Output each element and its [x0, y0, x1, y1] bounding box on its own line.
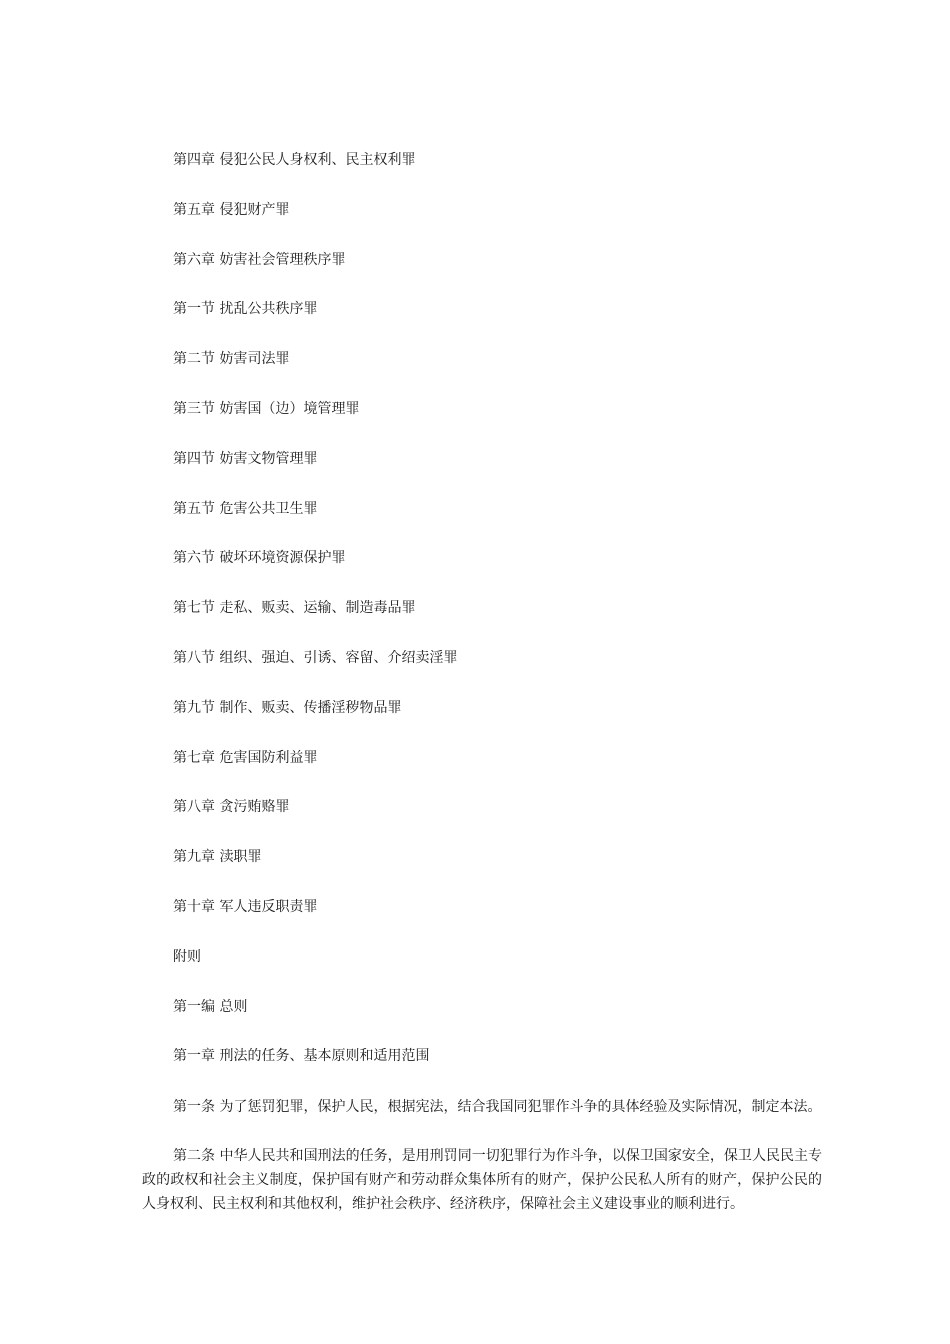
- toc-line: 第八节 组织、强迫、引诱、容留、介绍卖淫罪: [173, 649, 458, 666]
- toc-line: 第六节 破坏环境资源保护罪: [173, 550, 346, 567]
- table-of-contents: [173, 149, 457, 1095]
- toc-line: 第一章 刑法的任务、基本原则和适用范围: [173, 1048, 430, 1065]
- toc-line: 第一编 总则: [173, 998, 248, 1015]
- toc-line: 第二节 妨害司法罪: [173, 351, 290, 368]
- toc-line: 第四章 侵犯公民人身权利、民主权利罪: [173, 152, 416, 168]
- article-1-paragraph: 第一条 为了惩罚犯罪，保护人民，根据宪法，结合我国同犯罪作斗争的具体经验及实际情况，制定本法。: [173, 1099, 822, 1115]
- toc-line: 第一节 扰乱公共秩序罪: [173, 301, 318, 318]
- toc-line: 第五节 危害公共卫生罪: [173, 500, 318, 517]
- toc-line: 第三节 妨害国（边）境管理罪: [173, 400, 360, 417]
- toc-line: 第四节 妨害文物管理罪: [173, 450, 318, 467]
- toc-line: 第八章 贪污贿赂罪: [173, 799, 290, 816]
- toc-line: 第十章 军人违反职责罪: [173, 898, 318, 915]
- toc-line: 第九章 渎职罪: [173, 849, 262, 866]
- toc-line: 第九节 制作、贩卖、传播淫秽物品罪: [173, 699, 402, 716]
- toc-line: 第七章 危害国防利益罪: [173, 749, 318, 766]
- article-2-paragraph: 第二条 中华人民共和国刑法的任务，是用刑罚同一切犯罪行为作斗争，以保卫国家安全，保卫人民民主专政的政权和社会主义制度，保护国有财产和劳动群众集体所有的财产，保护公民私人所有的财产，保护公民的人身权利、民主权利和其他权利，维护社会秩序、经济秩序，保障社会主义建设事业的顺利进行。: [142, 1148, 822, 1212]
- toc-line: 第五章 侵犯财产罪: [173, 201, 290, 218]
- toc-line: 第七节 走私、贩卖、运输、制造毒品罪: [173, 600, 416, 617]
- toc-line: 附则: [173, 948, 201, 965]
- toc-line: 第六章 妨害社会管理秩序罪: [173, 251, 346, 268]
